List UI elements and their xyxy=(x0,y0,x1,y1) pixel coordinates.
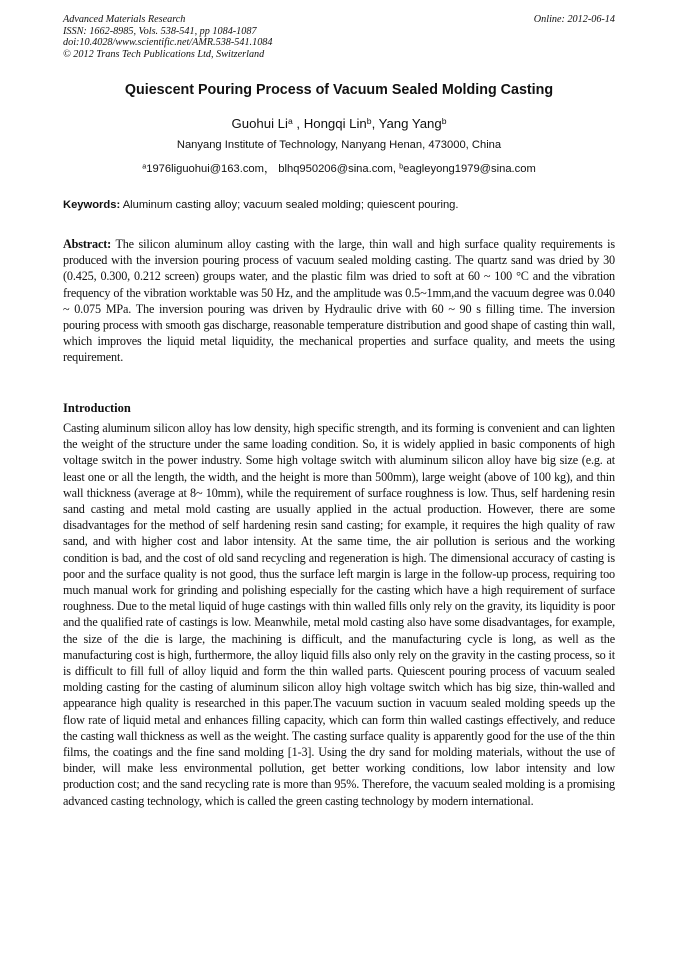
doi-line: doi:10.4028/www.scientific.net/AMR.538-541.1084 xyxy=(63,37,273,49)
section-heading-introduction: Introduction xyxy=(63,401,131,415)
author-separator: , xyxy=(292,116,304,131)
affiliation: Nanyang Institute of Technology, Nanyang Henan, 473000, China xyxy=(176,139,502,151)
introduction-paragraph: Casting aluminum silicon alloy has low density, high specific strength, and its forming is convenient and can lighten the weight of the structure under the same loading condition. So, it is widely applied in basic components of high voltage switch in the power industry. Some high voltage switch with aluminum silicon alloy have big size (e.g. at least one or all the length, the width, and the height is more than 500mm), large weight (above of 100 kg), and thin wall thickness (average at 8~ 10mm), while the requirement of surface roughness is low. Thus, self hardening resin sand casting and metal mold casting are usually applied in the actual production. However, there are some disadvantages for the method of self hardening resin sand casting; for example, it requires the high quality of raw sand, and with higher cost and labor intensity. At the same time, the air pollution is serious and the working condition is bad, and the cost of old sand recycling and regeneration is high. The dimensional accuracy of casting is poor and the surface quality is not good, thus the surface left margin is large in the follow-up process, requiring too much manual work for grinding and polishing especially for the casting which have a high requirement of surface roughness. Due to the metal liquid of huge castings with thin walled fills only rely on the gravity, its liquidity is poor and the qualified rate of castings is low. Meanwhile, metal mold casting also have some disadvantages, for example, the size of the die is large, the machining is difficult, and the manufacturing cycle is long, as well as the manufacturing cost is high, furthermore, the alloy liquid fills also only rely on the gravity in the casting process, so it is difficult to fill full of alloy liquid and form the thin walled parts. Quiescent pouring process of vacuum sealed molding casting for the casting of aluminum silicon alloy high voltage switch which has big size, thin-walled and appearance high quality is researched in this paper.The vacuum suction in vacuum sealed molding speeds up the flow rate of liquid metal and enhances filling capacity, which can form thin walled castings effectively, and reduce the casting wall thickness as well as the weight. The casting surface quality is apparently good for the use of the thin films, the coatings and the fine sand molding [1-3]. Using the dry sand for molding materials, without the use of binder, will make less environmental pollution, get better working conditions, low labor intensity and low production cost; and the sand recycling rate is more than 95%. Therefore, the vacuum sealed molding is a promising advanced casting technology, which is called the green casting technology by modern international. xyxy=(63,421,615,808)
author-name: Hongqi Lin xyxy=(303,116,367,131)
email-separator: ， xyxy=(263,163,279,175)
author-list xyxy=(63,116,615,131)
author-name: Guohui Li xyxy=(231,116,288,131)
keywords-label: Keywords: xyxy=(63,199,121,211)
online-date: Online: 2012-06-14 xyxy=(533,14,615,25)
email-separator: , xyxy=(392,163,400,175)
author-name: Yang Yang xyxy=(378,116,442,131)
abstract-label: Abstract: xyxy=(63,237,112,251)
email-address: eagleyong1979@sina.com xyxy=(403,163,536,175)
email-mark: b xyxy=(399,161,404,171)
email-address: 1976liguohui@163.com xyxy=(146,163,264,175)
journal-name: Advanced Materials Research xyxy=(63,14,186,25)
author-separator: , xyxy=(371,116,379,131)
author-affiliation-mark: b xyxy=(441,116,447,127)
author-affiliation-mark: a xyxy=(287,116,293,127)
abstract-section xyxy=(63,236,615,366)
keywords-text: Aluminum casting alloy; vacuum sealed molding; quiescent pouring. xyxy=(120,199,459,211)
paper-title: Quiescent Pouring Process of Vacuum Sealed Molding Casting xyxy=(124,82,554,98)
issn-line: ISSN: 1662-8985, Vols. 538-541, pp 1084-1087 xyxy=(63,25,257,37)
keywords-section xyxy=(63,199,615,211)
author-affiliation-mark: b xyxy=(366,116,372,127)
email-address: blhq950206@sina.com xyxy=(278,163,393,175)
email-mark: a xyxy=(142,161,147,171)
email-list xyxy=(63,160,615,176)
abstract-text: The silicon aluminum alloy casting with the large, thin wall and high surface quality requirements is produced with the inversion pouring process of vacuum sealed molding casting. The quartz sand was dried by 30 (0.425, 0.300, 0.212 screen) groups water, and the plastic film was dried to soft at 60 ~ 100 °C and the vibration frequency of the vibration worktable was 50 Hz, and the amplitude was 0.5~1mm,and the vacuum degree was 0.040 ~ 0.075 MPa. The inversion pouring was driven by Hydraulic drive with 60 ~ 90 s filling time. The inversion pouring process with smooth gas discharge, reasonable temperature distribution and good shape of casting thin wall, which improves the liquid metal liquidity, the mechanical properties and surface quality, and meets the using requirement. xyxy=(63,237,615,365)
publication-header xyxy=(63,14,615,60)
copyright-line: © 2012 Trans Tech Publications Ltd, Switzerland xyxy=(63,48,265,60)
